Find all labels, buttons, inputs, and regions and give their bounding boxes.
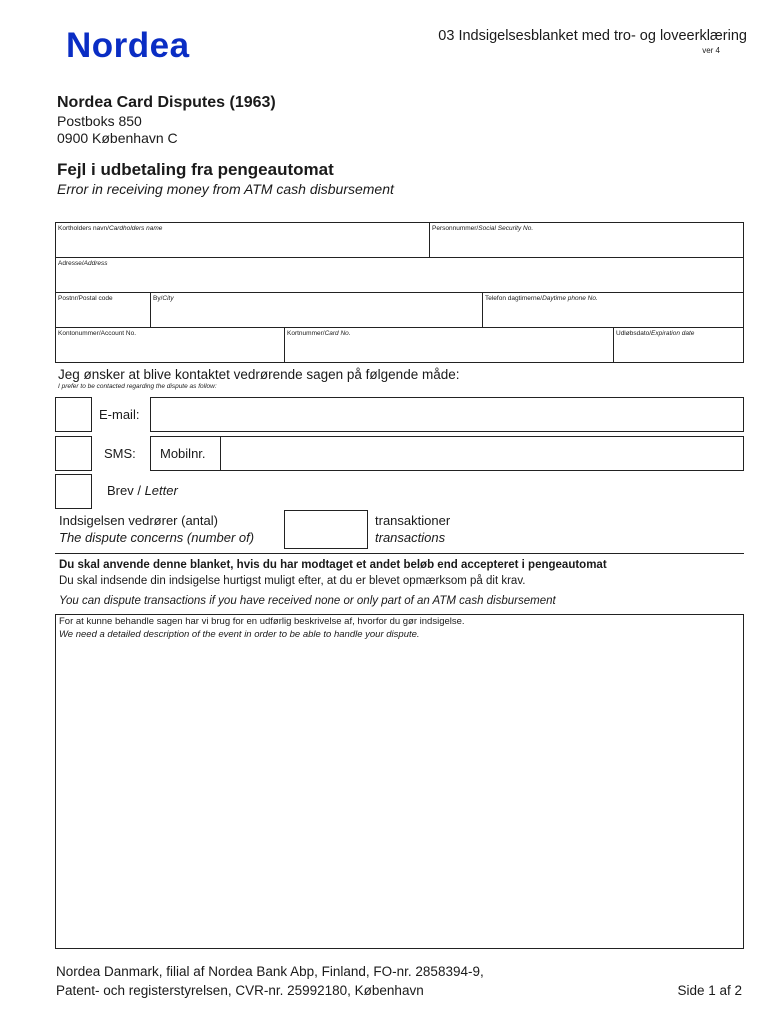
nordea-logo: Nordea bbox=[66, 26, 190, 65]
section-divider bbox=[55, 553, 744, 554]
phone-label: Telefon dagtimerne/Daytime phone No. bbox=[485, 295, 598, 302]
notice-heading: Du skal anvende denne blanket, hvis du har modtaget et andet beløb end accepteret i pengeautomat bbox=[59, 559, 607, 571]
recipient-address-line2: 0900 København C bbox=[57, 130, 178, 146]
account-number-field[interactable] bbox=[55, 327, 285, 363]
cardholder-name-field[interactable] bbox=[55, 222, 430, 258]
sms-checkbox[interactable] bbox=[55, 436, 92, 471]
letter-label: Brev / Letter bbox=[107, 483, 178, 498]
dispute-concerns-label: Indsigelsen vedrører (antal) bbox=[59, 513, 218, 528]
form-title: 03 Indsigelsesblanket med tro- og loveerklæring bbox=[438, 28, 747, 44]
description-instruction: For at kunne behandle sagen har vi brug for en udførlig beskrivelse af, hvorfor du gør indsigelse. bbox=[59, 616, 465, 627]
page-title: Fejl i udbetaling fra pengeautomat bbox=[57, 160, 334, 179]
mobile-label: Mobilnr. bbox=[160, 446, 206, 461]
expiration-date-label: Udløbsdato/Expiration date bbox=[616, 330, 695, 337]
form-version: ver 4 bbox=[702, 46, 720, 55]
address-label: Adresse/Address bbox=[58, 260, 108, 267]
contact-question-en: I prefer to be contacted regarding the dispute as follow: bbox=[58, 383, 217, 390]
contact-question: Jeg ønsker at blive kontaktet vedrørende sagen på følgende måde: bbox=[58, 367, 460, 382]
notice-text-en: You can dispute transactions if you have received none or only part of an ATM cash disbursement bbox=[59, 595, 556, 607]
dispute-concerns-label-en: The dispute concerns (number of) bbox=[59, 530, 255, 545]
postal-code-label: Postnr/Postal code bbox=[58, 295, 113, 302]
expiration-date-field[interactable] bbox=[613, 327, 744, 363]
page-number: Side 1 af 2 bbox=[677, 983, 742, 998]
transactions-label: transaktioner bbox=[375, 513, 451, 528]
email-input[interactable] bbox=[150, 397, 744, 432]
transaction-count-input[interactable] bbox=[284, 510, 368, 549]
recipient-name: Nordea Card Disputes (1963) bbox=[57, 94, 276, 111]
mobile-number-input[interactable] bbox=[220, 436, 744, 471]
letter-checkbox[interactable] bbox=[55, 474, 92, 509]
description-instruction-en: We need a detailed description of the event in order to be able to handle your dispute. bbox=[59, 629, 420, 640]
dispute-description-textarea[interactable] bbox=[55, 614, 744, 949]
card-number-field[interactable] bbox=[284, 327, 614, 363]
account-number-label: Kontonummer/Account No. bbox=[58, 330, 137, 337]
notice-text: Du skal indsende din indsigelse hurtigst muligt efter, at du er blevet opmærksom på dit krav. bbox=[59, 575, 526, 587]
city-label: By/City bbox=[153, 295, 174, 302]
address-field[interactable] bbox=[55, 257, 744, 293]
sms-label: SMS: bbox=[104, 446, 136, 461]
email-checkbox[interactable] bbox=[55, 397, 92, 432]
footer-company-line2: Patent- och registerstyrelsen, CVR-nr. 25992180, København bbox=[56, 983, 424, 998]
recipient-address-line1: Postboks 850 bbox=[57, 113, 142, 129]
mobile-label-box bbox=[150, 436, 221, 471]
ssn-label: Personnummer/Social Security No. bbox=[432, 225, 534, 232]
city-field[interactable] bbox=[150, 292, 483, 328]
email-label: E-mail: bbox=[99, 407, 140, 422]
ssn-field[interactable] bbox=[429, 222, 744, 258]
page-subtitle: Error in receiving money from ATM cash disbursement bbox=[57, 181, 394, 197]
phone-field[interactable] bbox=[482, 292, 744, 328]
transactions-label-en: transactions bbox=[375, 530, 446, 545]
postal-code-field[interactable] bbox=[55, 292, 151, 328]
card-number-label: Kortnummer/Card No. bbox=[287, 330, 351, 337]
cardholder-name-label: Kortholders navn/Cardholders name bbox=[58, 225, 163, 232]
footer-company-line1: Nordea Danmark, filial af Nordea Bank Abp, Finland, FO-nr. 2858394-9, bbox=[56, 964, 484, 979]
